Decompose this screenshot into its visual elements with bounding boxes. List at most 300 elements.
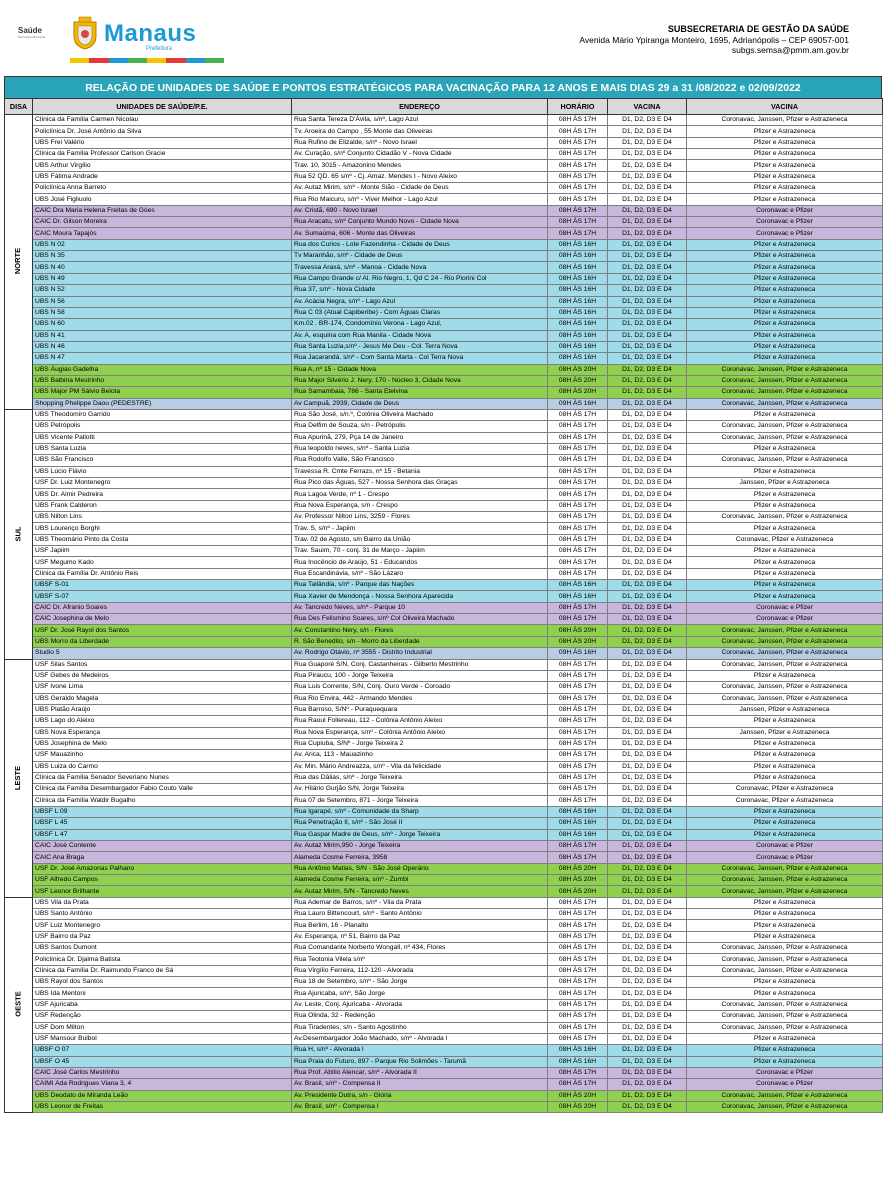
- doses-cell: D1, D2, D3 E D4: [608, 829, 687, 840]
- unit-cell: UBS Josephina de Melo: [33, 738, 292, 749]
- table-row: [5, 795, 883, 806]
- hours-cell: 08H ÀS 16H: [548, 591, 608, 602]
- hours-cell: 08H ÀS 17H: [548, 205, 608, 216]
- doses-cell: D1, D2, D3 E D4: [608, 795, 687, 806]
- doses-cell: D1, D2, D3 E D4: [608, 149, 687, 160]
- vaccines-cell: Pfizer e Astrazeneca: [687, 353, 883, 364]
- address-cell: Av.Desembargador João Machado, s/nº - Alvorada I: [292, 1033, 548, 1044]
- doses-cell: D1, D2, D3 E D4: [608, 183, 687, 194]
- table-row: [5, 364, 883, 375]
- hours-cell: 09H ÀS 16H: [548, 648, 608, 659]
- hours-cell: 08H ÀS 17H: [548, 682, 608, 693]
- unit-cell: USF Dr. José Amazonas Palhano: [33, 863, 292, 874]
- vaccines-cell: Pfizer e Astrazeneca: [687, 319, 883, 330]
- vaccines-cell: Coronavac, Janssen, Pfizer e Astrazeneca: [687, 1022, 883, 1033]
- table-row: [5, 443, 883, 454]
- table-row: [5, 262, 883, 273]
- address-cell: Av. Professor Nilton Lins, 3259 - Flores: [292, 512, 548, 523]
- doses-cell: D1, D2, D3 E D4: [608, 727, 687, 738]
- vaccines-cell: Coronavac, Janssen, Pfizer e Astrazeneca: [687, 875, 883, 886]
- unit-cell: USF Redenção: [33, 1011, 292, 1022]
- doses-cell: D1, D2, D3 E D4: [608, 1033, 687, 1044]
- hours-cell: 08H ÀS 17H: [548, 1033, 608, 1044]
- vaccines-cell: Pfizer e Astrazeneca: [687, 126, 883, 137]
- doses-cell: D1, D2, D3 E D4: [608, 1067, 687, 1078]
- address-cell: Av. Leste, Conj. Ajuricaba - Alvorada: [292, 999, 548, 1010]
- doses-cell: D1, D2, D3 E D4: [608, 443, 687, 454]
- unit-cell: UBS Major PM Sálvio Belota: [33, 387, 292, 398]
- doses-cell: D1, D2, D3 E D4: [608, 432, 687, 443]
- vaccines-cell: Coronavac, Janssen, Pfizer e Astrazeneca: [687, 648, 883, 659]
- table-row: [5, 523, 883, 534]
- table-row: [5, 659, 883, 670]
- stripe-segment: [147, 58, 166, 63]
- unit-cell: UBS Áugias Gadelha: [33, 364, 292, 375]
- unit-cell: UBSF L 47: [33, 829, 292, 840]
- vaccines-cell: Pfizer e Astrazeneca: [687, 251, 883, 262]
- vaccines-cell: Coronavac, Janssen, Pfizer e Astrazeneca: [687, 375, 883, 386]
- hours-cell: 08H ÀS 17H: [548, 772, 608, 783]
- doses-cell: D1, D2, D3 E D4: [608, 353, 687, 364]
- vaccines-cell: Pfizer e Astrazeneca: [687, 750, 883, 761]
- hours-cell: 08H ÀS 17H: [548, 602, 608, 613]
- unit-cell: CAIC José Contente: [33, 841, 292, 852]
- unit-cell: UBS Santa Luzia: [33, 443, 292, 454]
- doses-cell: D1, D2, D3 E D4: [608, 557, 687, 568]
- table-row: [5, 852, 883, 863]
- address-cell: Rua Berlim, 16 - Planalto: [292, 920, 548, 931]
- doses-cell: D1, D2, D3 E D4: [608, 262, 687, 273]
- vaccines-cell: Pfizer e Astrazeneca: [687, 1056, 883, 1067]
- vaccines-cell: Pfizer e Astrazeneca: [687, 239, 883, 250]
- hours-cell: 08H ÀS 17H: [548, 115, 608, 126]
- vaccines-cell: Coronavac, Pfizer e Astrazeneca: [687, 784, 883, 795]
- address-cell: Rua Cupiuba, S/Nº - Jorge Teixeira 2: [292, 738, 548, 749]
- unit-cell: UBS José Figliuolo: [33, 194, 292, 205]
- doses-cell: D1, D2, D3 E D4: [608, 636, 687, 647]
- hours-cell: 08H ÀS 17H: [548, 693, 608, 704]
- org-info: [579, 24, 849, 56]
- table-row: [5, 307, 883, 318]
- table-row: [5, 806, 883, 817]
- address-cell: Rua Delfim de Souza, s/n - Petrópolis: [292, 421, 548, 432]
- disa-cell: [5, 659, 33, 897]
- vaccines-cell: Coronavac, Janssen, Pfizer e Astrazeneca: [687, 1011, 883, 1022]
- table-row: [5, 1011, 883, 1022]
- unit-cell: Clínica da Família Professor Carlson Gracie: [33, 149, 292, 160]
- address-cell: Trav. Sauim, 70 - conj. 31 de Março - Japiim: [292, 546, 548, 557]
- address-cell: Rua Xavier de Mendonça - Nossa Senhora Aparecida: [292, 591, 548, 602]
- hours-cell: 08H ÀS 17H: [548, 738, 608, 749]
- address-cell: Rua Nova Esperança, s/nº - Colônia Antônio Aleixo: [292, 727, 548, 738]
- hours-cell: 08H ÀS 20H: [548, 886, 608, 897]
- doses-cell: D1, D2, D3 E D4: [608, 909, 687, 920]
- vaccines-cell: Pfizer e Astrazeneca: [687, 171, 883, 182]
- table-row: [5, 693, 883, 704]
- hours-cell: 08H ÀS 17H: [548, 999, 608, 1010]
- address-cell: Rua Lagoa Verde, nº 1 - Crespo: [292, 489, 548, 500]
- unit-cell: USF Silas Santos: [33, 659, 292, 670]
- address-cell: Av. Tancredo Neves, s/nº - Parque 10: [292, 602, 548, 613]
- hours-cell: 08H ÀS 16H: [548, 262, 608, 273]
- doses-cell: D1, D2, D3 E D4: [608, 160, 687, 171]
- unit-cell: CAIMI Ada Rodrigues Viana 3, 4: [33, 1079, 292, 1090]
- table-row: [5, 761, 883, 772]
- address-cell: Av Campuã, 2939, Cidade de Deus: [292, 398, 548, 409]
- vaccines-cell: Pfizer e Astrazeneca: [687, 716, 883, 727]
- vaccines-cell: Coronavac, Janssen, Pfizer e Astrazeneca: [687, 398, 883, 409]
- address-cell: Tv Maranhão, s/nº - Cidade de Deus: [292, 251, 548, 262]
- doses-cell: D1, D2, D3 E D4: [608, 523, 687, 534]
- address-cell: Rua Guaporé S/N, Conj. Castanheiras - Gilberto Mestrinho: [292, 659, 548, 670]
- doses-cell: D1, D2, D3 E D4: [608, 194, 687, 205]
- vaccines-cell: Coronavac, Janssen, Pfizer e Astrazeneca: [687, 659, 883, 670]
- doses-cell: D1, D2, D3 E D4: [608, 841, 687, 852]
- hours-cell: 09H ÀS 16H: [548, 398, 608, 409]
- unit-cell: UBS Vila da Prata: [33, 897, 292, 908]
- table-row: [5, 183, 883, 194]
- vaccines-cell: Coronavac, Janssen, Pfizer e Astrazeneca: [687, 115, 883, 126]
- doses-cell: D1, D2, D3 E D4: [608, 1079, 687, 1090]
- address-cell: Rua Luis Corrente, S/N, Conj. Ouro Verde - Coroado: [292, 682, 548, 693]
- doses-cell: D1, D2, D3 E D4: [608, 239, 687, 250]
- unit-cell: USF Dom Milton: [33, 1022, 292, 1033]
- doses-cell: D1, D2, D3 E D4: [608, 421, 687, 432]
- unit-cell: USF Mauazinho: [33, 750, 292, 761]
- hours-cell: 08H ÀS 16H: [548, 239, 608, 250]
- doses-cell: D1, D2, D3 E D4: [608, 1056, 687, 1067]
- table-row: [5, 478, 883, 489]
- address-cell: Rua Ajuricaba, s/nº, São Jorge: [292, 988, 548, 999]
- disa-label: NORTE: [13, 248, 23, 275]
- hours-cell: 08H ÀS 17H: [548, 614, 608, 625]
- table-row: [5, 943, 883, 954]
- address-cell: Rua Barroso, S/Nº - Puraquequara: [292, 704, 548, 715]
- disa-cell: [5, 409, 33, 659]
- unit-cell: USF Leonor Brilhante: [33, 886, 292, 897]
- doses-cell: D1, D2, D3 E D4: [608, 364, 687, 375]
- vaccines-cell: Coronavac, Pfizer e Astrazeneca: [687, 534, 883, 545]
- doses-cell: D1, D2, D3 E D4: [608, 999, 687, 1010]
- col-vaccines: VACINA: [687, 99, 883, 115]
- hours-cell: 08H ÀS 20H: [548, 1090, 608, 1101]
- vaccines-cell: Coronavac, Janssen, Pfizer e Astrazeneca: [687, 1090, 883, 1101]
- hours-cell: 08H ÀS 16H: [548, 580, 608, 591]
- hours-cell: 08H ÀS 17H: [548, 534, 608, 545]
- vaccines-cell: Coronavac e Pfizer: [687, 1067, 883, 1078]
- hours-cell: 08H ÀS 17H: [548, 512, 608, 523]
- address-cell: Rua Major Silvério J. Nery, 170 - Núcleo 3, Cidade Nova: [292, 375, 548, 386]
- vaccines-cell: Janssen, Pfizer e Astrazeneca: [687, 727, 883, 738]
- vaccines-cell: Pfizer e Astrazeneca: [687, 500, 883, 511]
- address-cell: Tv. Aroeira do Campo , 55 Monte das Oliveiras: [292, 126, 548, 137]
- hours-cell: 08H ÀS 17H: [548, 443, 608, 454]
- address-cell: Rua Raoul Follereau, 112 - Colônia Antônio Aleixo: [292, 716, 548, 727]
- hours-cell: 08H ÀS 17H: [548, 455, 608, 466]
- unit-cell: UBS Morro da Liberdade: [33, 636, 292, 647]
- address-cell: Rua A, nº 15 - Cidade Nova: [292, 364, 548, 375]
- hours-cell: 08H ÀS 16H: [548, 818, 608, 829]
- vaccines-cell: Coronavac e Pfizer: [687, 228, 883, 239]
- vaccines-cell: Coronavac, Janssen, Pfizer e Astrazeneca: [687, 387, 883, 398]
- col-doses: VACINA: [608, 99, 687, 115]
- table-row: [5, 398, 883, 409]
- brand-sub: Prefeitura: [146, 46, 173, 52]
- table-row: [5, 886, 883, 897]
- unit-cell: UBS Geraldo Magela: [33, 693, 292, 704]
- hours-cell: 08H ÀS 17H: [548, 852, 608, 863]
- hours-cell: 08H ÀS 16H: [548, 1045, 608, 1056]
- doses-cell: D1, D2, D3 E D4: [608, 500, 687, 511]
- table-row: [5, 954, 883, 965]
- address-cell: Av. Cristã, 690 - Novo Israel: [292, 205, 548, 216]
- table-row: [5, 602, 883, 613]
- hours-cell: 08H ÀS 17H: [548, 1011, 608, 1022]
- doses-cell: D1, D2, D3 E D4: [608, 580, 687, 591]
- hours-cell: 08H ÀS 17H: [548, 194, 608, 205]
- unit-cell: UBS N 02: [33, 239, 292, 250]
- stripe-segment: [186, 58, 205, 63]
- vaccines-cell: Coronavac, Janssen, Pfizer e Astrazeneca: [687, 455, 883, 466]
- table-row: [5, 228, 883, 239]
- doses-cell: D1, D2, D3 E D4: [608, 307, 687, 318]
- hours-cell: 08H ÀS 20H: [548, 625, 608, 636]
- address-cell: Alameda Cosme Ferreira, 3958: [292, 852, 548, 863]
- hours-cell: 08H ÀS 17H: [548, 500, 608, 511]
- hours-cell: 08H ÀS 17H: [548, 149, 608, 160]
- address-cell: Rua Virgílio Ferreira, 112-120 - Alvorada: [292, 965, 548, 976]
- table-row: [5, 614, 883, 625]
- address-cell: Rua Nova Esperança, s/n - Crespo: [292, 500, 548, 511]
- vaccination-table: [4, 98, 883, 1113]
- table-row: [5, 353, 883, 364]
- hours-cell: 08H ÀS 17H: [548, 228, 608, 239]
- table-row: [5, 546, 883, 557]
- table-row: [5, 568, 883, 579]
- address-cell: Av. A, esquina com Rua Manila - Cidade Nova: [292, 330, 548, 341]
- unit-cell: USF Ajuricaba: [33, 999, 292, 1010]
- address-cell: Rua Rio Envira, 442 - Armando Mendes: [292, 693, 548, 704]
- address-cell: Rua Apurinã, 279, Pça 14 de Janeiro: [292, 432, 548, 443]
- vaccines-cell: Coronavac e Pfizer: [687, 602, 883, 613]
- address-cell: Av. Min. Mário Andreazza, s/nº - Vila da felicidade: [292, 761, 548, 772]
- unit-cell: UBS N 46: [33, 341, 292, 352]
- vaccines-cell: Pfizer e Astrazeneca: [687, 194, 883, 205]
- unit-cell: UBS Frei Valério: [33, 137, 292, 148]
- table-row: [5, 648, 883, 659]
- table-row: [5, 160, 883, 171]
- table-row: [5, 466, 883, 477]
- unit-cell: UBS Rayol dos Santos: [33, 977, 292, 988]
- doses-cell: D1, D2, D3 E D4: [608, 818, 687, 829]
- doses-cell: D1, D2, D3 E D4: [608, 330, 687, 341]
- address-cell: Av. Arica, 113 - Mauazinho: [292, 750, 548, 761]
- doses-cell: D1, D2, D3 E D4: [608, 466, 687, 477]
- doses-cell: D1, D2, D3 E D4: [608, 784, 687, 795]
- hours-cell: 08H ÀS 17H: [548, 126, 608, 137]
- unit-cell: UBS Petrópolis: [33, 421, 292, 432]
- address-cell: Rua Inocêncio de Araújo, 51 - Educandos: [292, 557, 548, 568]
- disa-cell: [5, 115, 33, 410]
- table-body: [5, 115, 883, 1113]
- unit-cell: UBS Dr. Almir Pedreira: [33, 489, 292, 500]
- table-row: [5, 636, 883, 647]
- doses-cell: D1, D2, D3 E D4: [608, 387, 687, 398]
- table-row: [5, 1067, 883, 1078]
- address-cell: Rua Pico das Águas, 527 - Nossa Senhora das Graças: [292, 478, 548, 489]
- table-row: [5, 704, 883, 715]
- col-hours: HORÁRIO: [548, 99, 608, 115]
- address-cell: Rua Praia do Futuro, 897 - Parque Rio Solimões - Tarumã: [292, 1056, 548, 1067]
- table-row: [5, 999, 883, 1010]
- vaccines-cell: Coronavac, Janssen, Pfizer e Astrazeneca: [687, 432, 883, 443]
- table-row: [5, 920, 883, 931]
- address-cell: Rua Aracatu, s/nº Conjunto Mundo Novo - Cidade Nova: [292, 217, 548, 228]
- table-row: [5, 750, 883, 761]
- table-row: [5, 330, 883, 341]
- unit-cell: Policlínica Dr. José Antônio da Silva: [33, 126, 292, 137]
- address-cell: Rua Piraucu, 100 - Jorge Teixeira: [292, 670, 548, 681]
- hours-cell: 08H ÀS 17H: [548, 704, 608, 715]
- unit-cell: Clínica da Família Senador Severiano Nunes: [33, 772, 292, 783]
- doses-cell: D1, D2, D3 E D4: [608, 591, 687, 602]
- table-row: [5, 841, 883, 852]
- doses-cell: D1, D2, D3 E D4: [608, 875, 687, 886]
- col-unit: UNIDADES DE SAÚDE/P.E.: [33, 99, 292, 115]
- table-row: [5, 534, 883, 545]
- vaccines-cell: Pfizer e Astrazeneca: [687, 988, 883, 999]
- address-cell: Av. Brasil, s/nº - Compensa I: [292, 1101, 548, 1112]
- address-cell: Rua Rodolfo Valle, São Francisco: [292, 455, 548, 466]
- table-row: [5, 409, 883, 420]
- hours-cell: 08H ÀS 20H: [548, 875, 608, 886]
- vaccines-cell: Pfizer e Astrazeneca: [687, 523, 883, 534]
- hours-cell: 08H ÀS 16H: [548, 829, 608, 840]
- table-row: [5, 455, 883, 466]
- vaccines-cell: Pfizer e Astrazeneca: [687, 897, 883, 908]
- doses-cell: D1, D2, D3 E D4: [608, 319, 687, 330]
- unit-cell: USF Dr. José Rayol dos Santos: [33, 625, 292, 636]
- doses-cell: D1, D2, D3 E D4: [608, 137, 687, 148]
- table-row: [5, 375, 883, 386]
- address-cell: Rua Campo Grande c/ Al. Rio Negro, 1, Qd C 24 - Rio Piorini Col: [292, 273, 548, 284]
- address-cell: Rua Antônio Matias, S/N - São José Operário: [292, 863, 548, 874]
- doses-cell: D1, D2, D3 E D4: [608, 375, 687, 386]
- hours-cell: 08H ÀS 17H: [548, 841, 608, 852]
- doses-cell: D1, D2, D3 E D4: [608, 546, 687, 557]
- doses-cell: D1, D2, D3 E D4: [608, 772, 687, 783]
- unit-cell: UBS Leonor de Freitas: [33, 1101, 292, 1112]
- vaccines-cell: Pfizer e Astrazeneca: [687, 591, 883, 602]
- table-row: [5, 1045, 883, 1056]
- hours-cell: 08H ÀS 17H: [548, 750, 608, 761]
- table-row: [5, 1101, 883, 1112]
- unit-cell: CAIC José Carlos Mestrinho: [33, 1067, 292, 1078]
- address-cell: Rua São José, s/n.º, Colônia Oliveira Machado: [292, 409, 548, 420]
- table-row: [5, 557, 883, 568]
- table-row: [5, 772, 883, 783]
- address-cell: Av. Sumaúma, 606 - Monte das Oliveiras: [292, 228, 548, 239]
- table-row: [5, 738, 883, 749]
- hours-cell: 08H ÀS 17H: [548, 546, 608, 557]
- unit-cell: UBS Frank Calderon: [33, 500, 292, 511]
- address-cell: Rua Santa Luzia,s/nº - Jesus Me Deu - Col. Terra Nova: [292, 341, 548, 352]
- doses-cell: D1, D2, D3 E D4: [608, 251, 687, 262]
- hours-cell: 08H ÀS 17H: [548, 557, 608, 568]
- vaccines-cell: Pfizer e Astrazeneca: [687, 931, 883, 942]
- table-row: [5, 1079, 883, 1090]
- address-cell: Rua Tailândia, s/nº - Parque das Nações: [292, 580, 548, 591]
- vaccines-cell: Pfizer e Astrazeneca: [687, 920, 883, 931]
- address-cell: Av. Hilário Gurjão S/N, Jorge Teixeira: [292, 784, 548, 795]
- table-row: [5, 115, 883, 126]
- doses-cell: D1, D2, D3 E D4: [608, 409, 687, 420]
- address-cell: Rua Olinda, 32 - Redenção: [292, 1011, 548, 1022]
- unit-cell: UBS Nilton Lins: [33, 512, 292, 523]
- unit-cell: UBS N 47: [33, 353, 292, 364]
- table-row: [5, 341, 883, 352]
- unit-cell: UBS Lago do Aleixo: [33, 716, 292, 727]
- table-row: [5, 387, 883, 398]
- vaccines-cell: Pfizer e Astrazeneca: [687, 546, 883, 557]
- address-cell: Rua dos Curios - Lote Fazendinha - Cidade de Deus: [292, 239, 548, 250]
- table-title: RELAÇÃO DE UNIDADES DE SAÚDE E PONTOS ESTRATÉGICOS PARA VACINAÇÃO PARA 12 ANOS E MAIS DIAS 29 a 31 /08/2022 e 02/09/2022: [4, 76, 882, 98]
- doses-cell: D1, D2, D3 E D4: [608, 1101, 687, 1112]
- hours-cell: 08H ÀS 16H: [548, 319, 608, 330]
- unit-cell: UBS N 49: [33, 273, 292, 284]
- vaccines-cell: Pfizer e Astrazeneca: [687, 285, 883, 296]
- hours-cell: 08H ÀS 17H: [548, 954, 608, 965]
- table-row: [5, 500, 883, 511]
- doses-cell: D1, D2, D3 E D4: [608, 171, 687, 182]
- doses-cell: D1, D2, D3 E D4: [608, 682, 687, 693]
- hours-cell: 08H ÀS 17H: [548, 478, 608, 489]
- disa-label: LESTE: [13, 765, 23, 790]
- table-row: [5, 965, 883, 976]
- vaccines-cell: Coronavac, Janssen, Pfizer e Astrazeneca: [687, 954, 883, 965]
- address-cell: Av. Autaz Mirim,950 - Jorge Teixeira: [292, 841, 548, 852]
- unit-cell: UBS Deodato de Miranda Leão: [33, 1090, 292, 1101]
- hours-cell: 08H ÀS 17H: [548, 432, 608, 443]
- table-row: [5, 818, 883, 829]
- unit-cell: UBS Lúcio Flávio: [33, 466, 292, 477]
- vaccines-cell: Pfizer e Astrazeneca: [687, 580, 883, 591]
- address-cell: Rua H, s/nº - Alvorada I: [292, 1045, 548, 1056]
- table-row: [5, 829, 883, 840]
- vaccines-cell: Pfizer e Astrazeneca: [687, 557, 883, 568]
- vaccines-cell: Pfizer e Astrazeneca: [687, 909, 883, 920]
- address-cell: Av. Autaz Mirim, s/nº - Monte Sião - Cidade de Deus: [292, 183, 548, 194]
- unit-cell: UBS Vicente Pallotti: [33, 432, 292, 443]
- table-row: [5, 977, 883, 988]
- doses-cell: D1, D2, D3 E D4: [608, 863, 687, 874]
- doses-cell: D1, D2, D3 E D4: [608, 228, 687, 239]
- address-cell: Rua Prof. Abílio Alencar, s/nº - Alvorada II: [292, 1067, 548, 1078]
- unit-cell: USF Megumo Kado: [33, 557, 292, 568]
- hours-cell: 08H ÀS 17H: [548, 943, 608, 954]
- table-row: [5, 126, 883, 137]
- address-cell: Rua 18 de Setembro, s/nº - São Jorge: [292, 977, 548, 988]
- hours-cell: 08H ÀS 17H: [548, 523, 608, 534]
- vaccines-cell: Coronavac, Janssen, Pfizer e Astrazeneca: [687, 421, 883, 432]
- doses-cell: D1, D2, D3 E D4: [608, 217, 687, 228]
- hours-cell: 08H ÀS 17H: [548, 716, 608, 727]
- unit-cell: UBS Luiza do Carmo: [33, 761, 292, 772]
- address-cell: Av. Presidente Dutra, s/n - Glória: [292, 1090, 548, 1101]
- doses-cell: D1, D2, D3 E D4: [608, 988, 687, 999]
- unit-cell: UBS Arthur Virgílio: [33, 160, 292, 171]
- table-row: [5, 421, 883, 432]
